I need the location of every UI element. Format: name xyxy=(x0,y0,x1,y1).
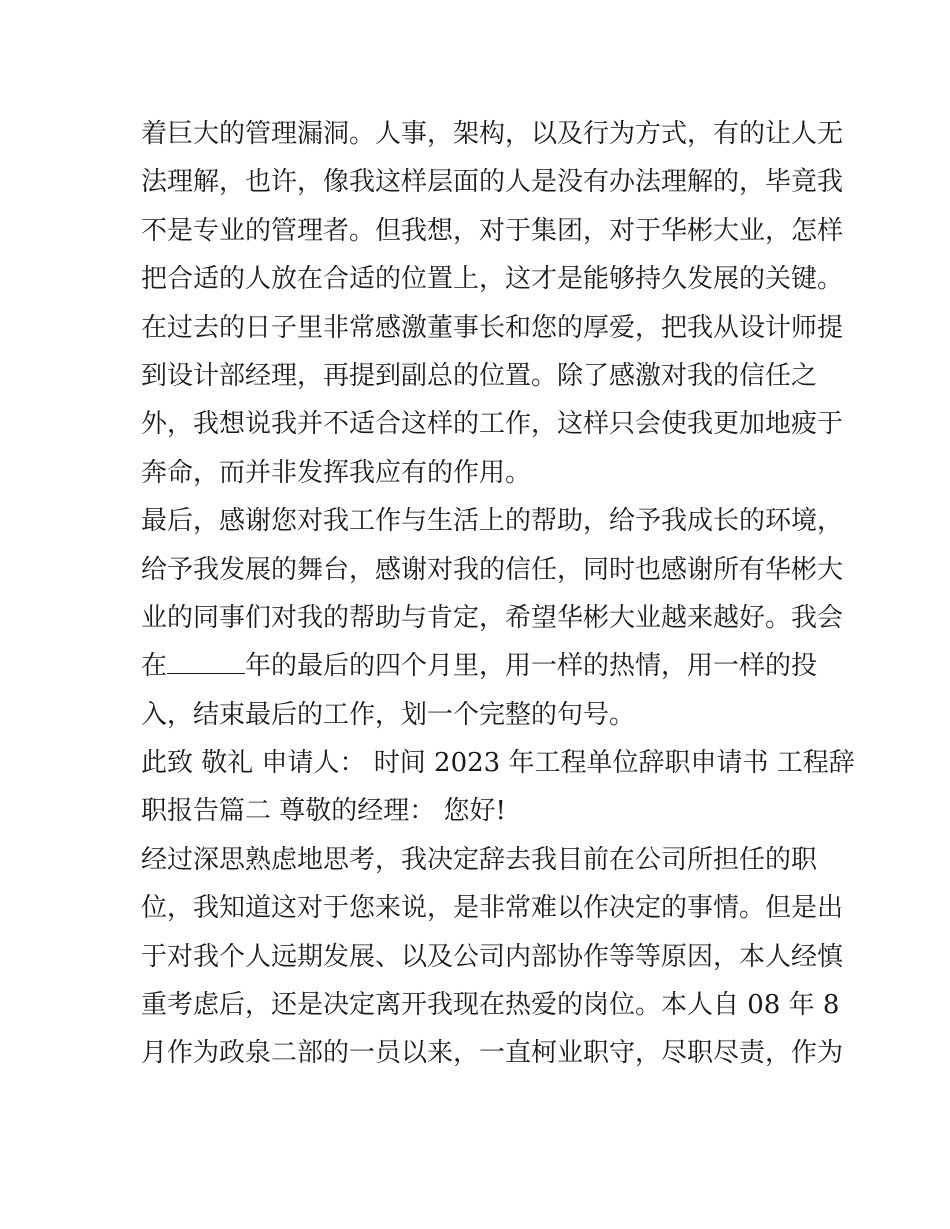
text-line: 月作为政泉二部的一员以来，一直柯业职守，尽职尽责，作为 xyxy=(141,1038,844,1069)
text-line: 外，我想说我并不适合这样的工作，这样只会使我更加地疲于 xyxy=(141,409,844,440)
text-line: 给予我发展的舞台，感谢对我的信任，同时也感谢所有华彬大 xyxy=(141,554,844,585)
paragraph-gratitude xyxy=(141,304,844,498)
paragraph-signature xyxy=(141,739,855,836)
text-line-with-blank xyxy=(141,642,818,690)
paragraph-closing-thanks xyxy=(141,497,844,739)
text-line: 位，我知道这对于您来说，是非常难以作决定的事情。但是出 xyxy=(141,893,844,924)
line-prefix: 在 xyxy=(141,651,168,682)
document-body xyxy=(141,110,855,1078)
text-line: 把合适的人放在合适的位置上，这才是能够持久发展的关键。 xyxy=(141,264,844,295)
text-line: 于对我个人远期发展、以及公司内部协作等等原因，本人经慎 xyxy=(141,941,844,972)
text-line: 重考虑后，还是决定离开我现在热爱的岗位。本人自 08 年 8 xyxy=(141,990,840,1021)
text-line: 不是专业的管理者。但我想，对于集团，对于华彬大业，怎样 xyxy=(141,215,844,246)
text-line: 职报告篇二 尊敬的经理： 您好! xyxy=(141,796,506,827)
text-line: 经过深思熟虑地思考，我决定辞去我目前在公司所担任的职 xyxy=(141,844,818,875)
line-suffix: 年的最后的四个月里，用一样的热情，用一样的投 xyxy=(245,651,818,682)
year-blank xyxy=(167,651,245,674)
text-line: 着巨大的管理漏洞。人事，架构，以及行为方式，有的让人无 xyxy=(141,119,844,149)
text-line: 在过去的日子里非常感激董事长和您的厚爱，把我从设计师提 xyxy=(141,312,844,343)
text-line: 入，结束最后的工作，划一个完整的句号。 xyxy=(141,699,636,730)
text-line: 奔命，而并非发挥我应有的作用。 xyxy=(141,457,532,488)
text-line: 业的同事们对我的帮助与肯定，希望华彬大业越来越好。我会 xyxy=(141,602,844,633)
text-line: 到设计部经理，再提到副总的位置。除了感激对我的信任之 xyxy=(141,360,818,391)
paragraph-management xyxy=(141,110,844,304)
text-line: 此致 敬礼 申请人： 时间 2023 年工程单位辞职申请书 工程辞 xyxy=(141,748,855,779)
text-line: 最后，感谢您对我工作与生活上的帮助，给予我成长的环境， xyxy=(141,506,844,537)
text-line: 法理解，也许，像我这样层面的人是没有办法理解的，毕竟我 xyxy=(141,167,844,198)
paragraph-resignation xyxy=(141,836,844,1078)
